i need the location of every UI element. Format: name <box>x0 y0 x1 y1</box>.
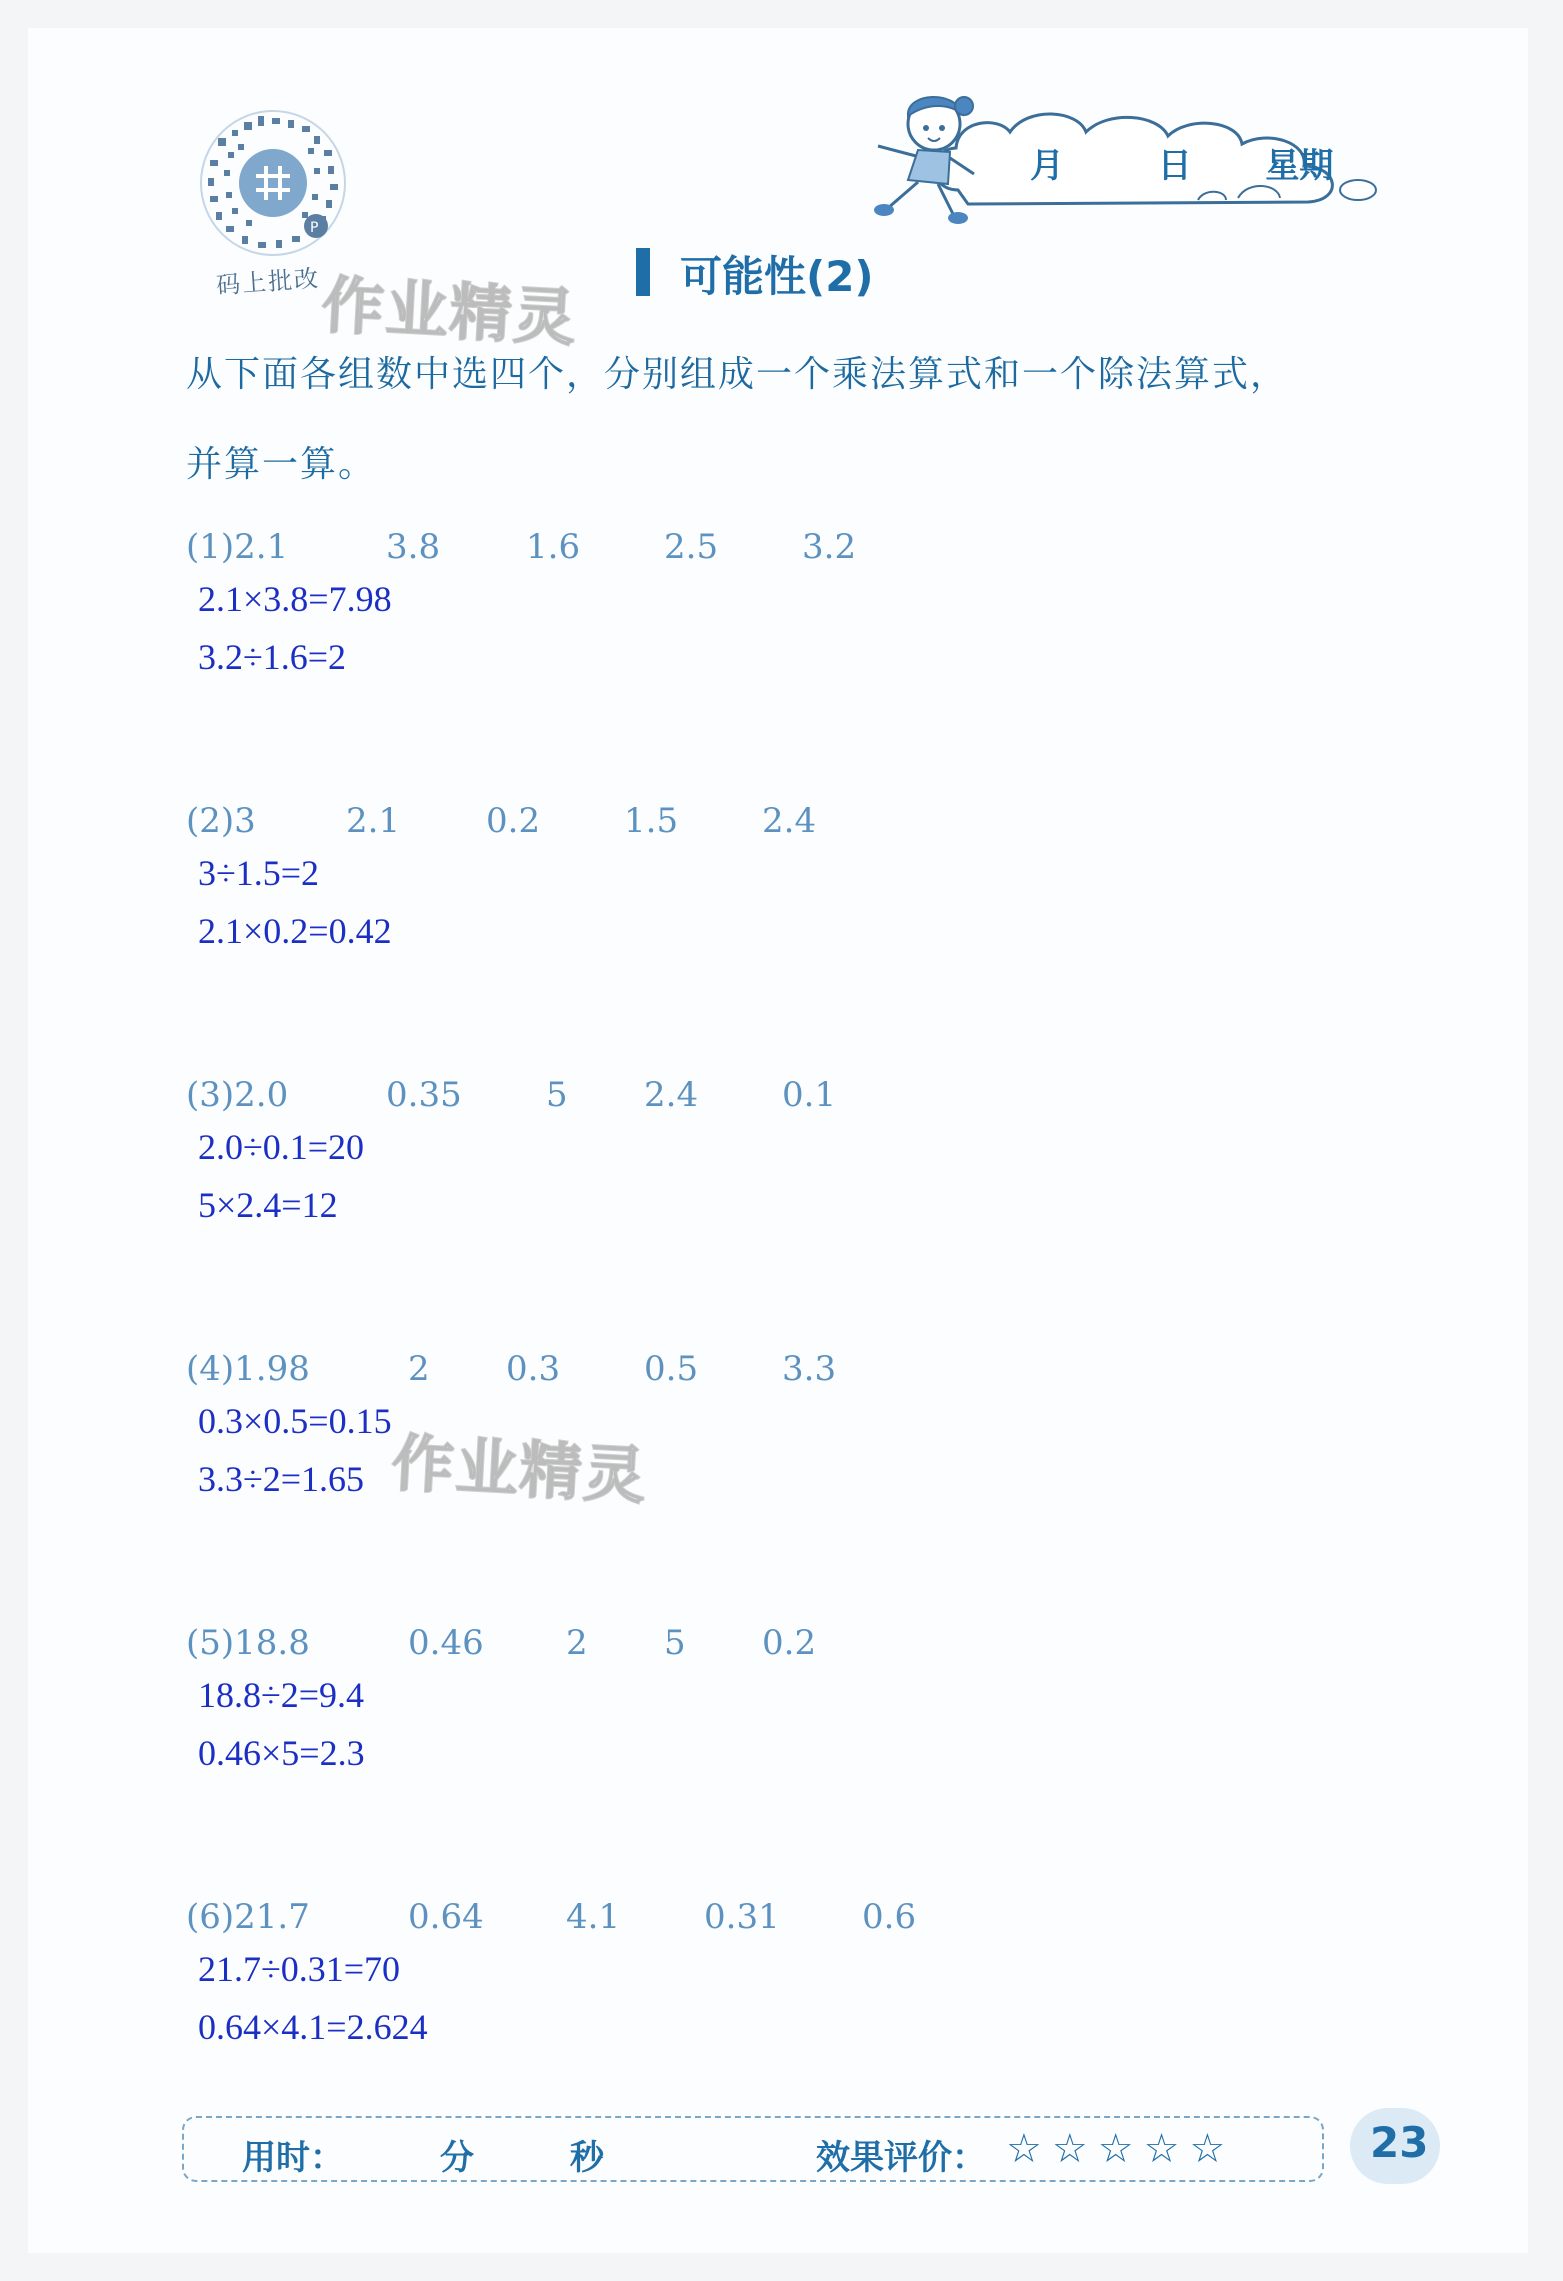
problem-label: (3)2.0 <box>186 1075 289 1115</box>
problem-numbers <box>186 1072 1086 1118</box>
answer: 21.7÷0.31=70 <box>198 1949 401 1989</box>
problem-label: (5)18.8 <box>186 1623 310 1663</box>
qr-caption: 码上批改 <box>215 264 322 300</box>
time-label: 用时： <box>242 2138 344 2178</box>
rating-stars[interactable]: ☆☆☆☆☆ <box>1006 2126 1236 2172</box>
problem-label: (1)2.1 <box>186 527 289 567</box>
problem-label: (4)1.98 <box>186 1349 310 1389</box>
number: 2 <box>408 1349 430 1389</box>
problem-numbers <box>186 1620 1086 1666</box>
rating-label: 效果评价： <box>816 2138 986 2178</box>
number: 2.4 <box>762 801 817 841</box>
answer: 0.64×4.1=2.624 <box>198 2007 428 2047</box>
answer: 0.3×0.5=0.15 <box>198 1401 392 1441</box>
number: 2 <box>566 1623 588 1663</box>
number: 3.2 <box>802 527 857 567</box>
title-marker <box>636 248 650 296</box>
minute-label: 分 <box>440 2138 474 2178</box>
page-title: 可能性(2) <box>680 252 874 301</box>
number: 0.6 <box>862 1897 917 1937</box>
problem-3 <box>186 1072 1086 1234</box>
problem-5 <box>186 1620 1086 1782</box>
number: 0.2 <box>486 801 541 841</box>
answer: 2.1×3.8=7.98 <box>198 579 392 619</box>
page-number: 23 <box>1370 2118 1429 2167</box>
problem-numbers <box>186 798 1086 844</box>
number: 2.1 <box>346 801 401 841</box>
number: 3.3 <box>782 1349 837 1389</box>
watermark: 作业精灵 <box>390 1426 650 1513</box>
svg-text:P: P <box>310 220 319 236</box>
number: 1.6 <box>526 527 581 567</box>
number: 5 <box>546 1075 568 1115</box>
number: 0.3 <box>506 1349 561 1389</box>
answer: 3÷1.5=2 <box>198 853 320 893</box>
problem-numbers <box>186 1346 1086 1392</box>
problem-label: (6)21.7 <box>186 1897 310 1937</box>
answer: 0.46×5=2.3 <box>198 1733 365 1773</box>
second-label: 秒 <box>570 2138 604 2178</box>
qr-code-icon[interactable] <box>198 108 348 258</box>
answer: 3.2÷1.6=2 <box>198 637 347 677</box>
number: 0.2 <box>762 1623 817 1663</box>
number: 0.1 <box>782 1075 837 1115</box>
problem-numbers <box>186 1894 1086 1940</box>
number: 5 <box>664 1623 686 1663</box>
problem-numbers <box>186 524 1086 570</box>
number: 0.35 <box>386 1075 462 1115</box>
month-label: 月 <box>1030 146 1064 186</box>
number: 0.46 <box>408 1623 484 1663</box>
problem-6 <box>186 1894 1086 2056</box>
answer: 2.1×0.2=0.42 <box>198 911 392 951</box>
number: 4.1 <box>566 1897 621 1937</box>
problem-4 <box>186 1346 1086 1508</box>
number: 0.5 <box>644 1349 699 1389</box>
number: 0.64 <box>408 1897 484 1937</box>
instruction-line-2: 并算一算。 <box>186 444 377 485</box>
number: 1.5 <box>624 801 679 841</box>
number: 0.31 <box>704 1897 780 1937</box>
date-row <box>1030 138 1333 187</box>
number: 2.5 <box>664 527 719 567</box>
footer-bar <box>182 2116 1324 2182</box>
weekday-label: 星期 <box>1265 146 1334 186</box>
problem-1 <box>186 524 1086 686</box>
instruction-line-1: 从下面各组数中选四个，分别组成一个乘法算式和一个除法算式， <box>186 354 1289 395</box>
answer: 5×2.4=12 <box>198 1185 338 1225</box>
watermark: 作业精灵 <box>320 268 580 355</box>
day-label: 日 <box>1157 146 1192 186</box>
answer: 2.0÷0.1=20 <box>198 1127 365 1167</box>
answer: 18.8÷2=9.4 <box>198 1675 365 1715</box>
answer: 3.3÷2=1.65 <box>198 1459 365 1499</box>
number: 3.8 <box>386 527 441 567</box>
problem-label: (2)3 <box>186 801 256 841</box>
problem-2 <box>186 798 1086 960</box>
number: 2.4 <box>644 1075 699 1115</box>
